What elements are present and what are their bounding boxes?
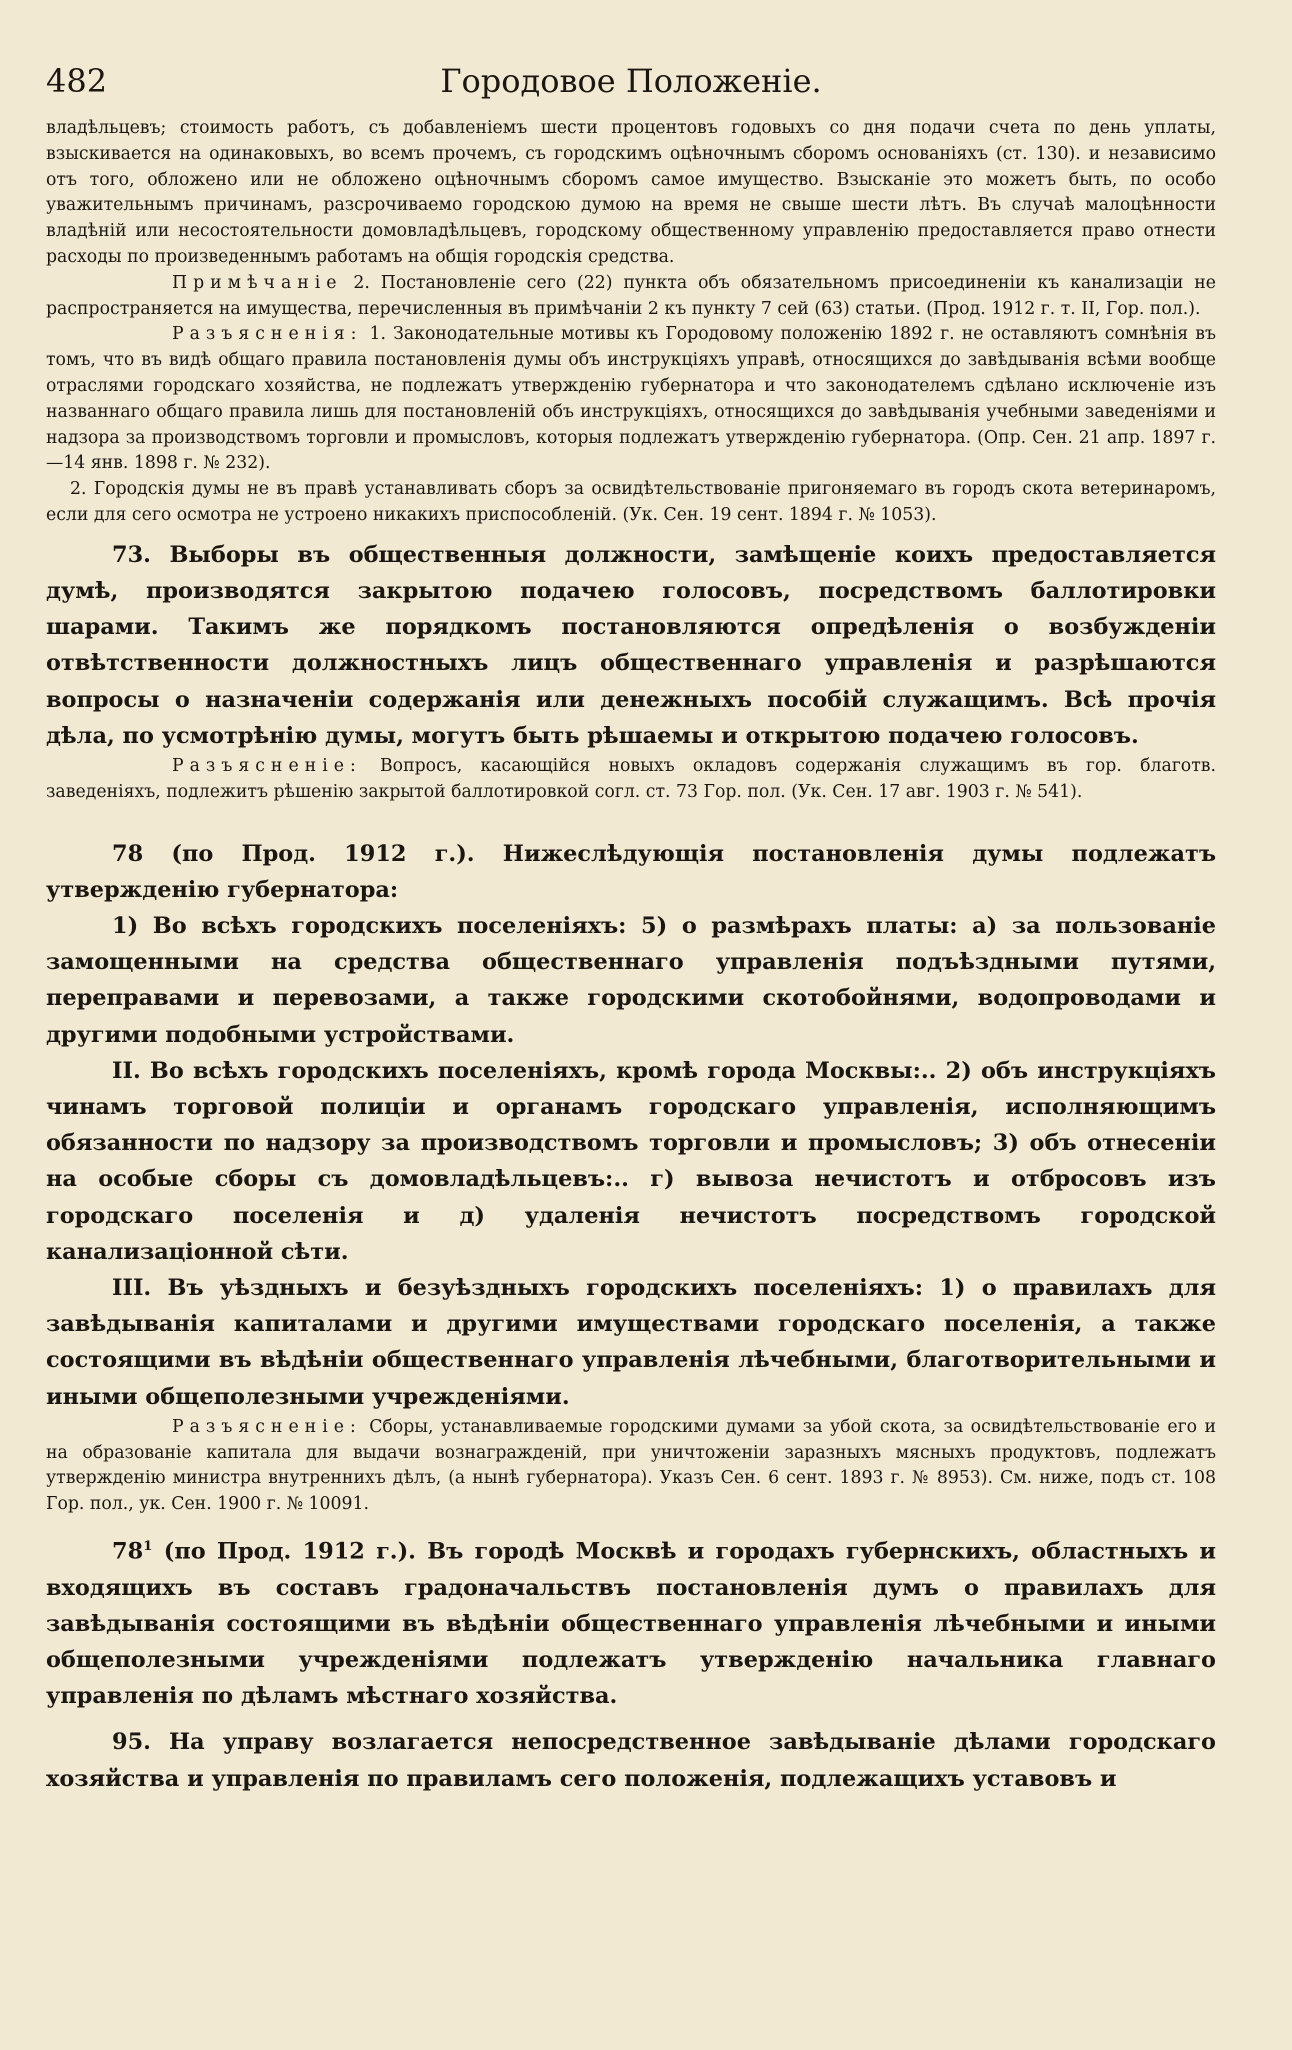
note-text: 2. Постановленіе сего (22) пункта объ обязательномъ присоединеніи къ канализаціи не распространяется на имущества, перечисленныя въ примѣчаніи 2 къ пункту 7 сей (63) статьи. (Прод. 1912 г. т. II, Гор. пол.). xyxy=(46,272,1216,319)
article-78-part-i: 1) Во всѣхъ городскихъ поселеніяхъ: 5) о размѣрахъ платы: а) за пользованіе замощенными на средства общественнаго управленія подъѣздными путями, переправами и перевозами, а также городскими скотобойнями, водопроводами и другими подобными устройствами. xyxy=(46,912,1216,1048)
paragraph-continuation: владѣльцевъ; стоимость работъ, съ добавленіемъ шести процентовъ годовыхъ со дня подачи счета по день уплаты, взыскивается на одинаковыхъ, во всемъ прочемъ, съ городскимъ оцѣночнымъ сборомъ основаніяхъ (ст. 130). и независимо отъ того, обложено или не обложено оцѣночнымъ сборомъ самое имущество. Взысканіе это можетъ быть, по особо уважительнымъ причинамъ, разсрочиваемо городскою думою на время не свыше шести лѣтъ. Въ случаѣ малоцѣнности владѣній или несостоятельности домовладѣльцевъ, городскому общественному управленію предоставляется право отнести расходы по произведеннымъ работамъ на общія городскія средства. xyxy=(46,118,1216,267)
explanation-label: Разъясненіе: xyxy=(172,1416,362,1437)
article-95: 95. На управу возлагается непосредственное завѣдываніе дѣлами городскаго хозяйства и управленія по правиламъ сего положенія, подлежащихъ уставовъ и xyxy=(46,1729,1216,1792)
article-text: (по Прод. 1912 г.). Въ городѣ Москвѣ и городахъ губернскихъ, областныхъ и входящихъ въ составъ градоначальствъ постановленія думъ о правилахъ для завѣдыванія состоящими въ вѣдѣніи общественнаго управленія лѣчебными и иными общеполезными учрежденіями подлежатъ утвержденію начальника главнаго управленія по дѣламъ мѣстнаго хозяйства. xyxy=(46,1538,1216,1710)
explanation-text: Вопросъ, касающійся новыхъ окладовъ содержанія служащимъ въ гор. благотв. заведеніяхъ, подлежитъ рѣшенію закрытой баллотировкой согл. ст. 73 Гор. пол. (Ук. Сен. 17 авг. 1903 г. № 541). xyxy=(46,755,1216,802)
article-78-part-iii: III. Въ уѣздныхъ и безуѣздныхъ городскихъ поселеніяхъ: 1) о правилахъ для завѣдыванія капиталами и другими имуществами городскаго поселенія, а также состоящими въ вѣдѣніи общественнаго управленія лѣчебными, благотворительными и иными общеполезными учрежденіями. xyxy=(46,1275,1216,1410)
page-number: 482 xyxy=(46,62,108,100)
note-2 xyxy=(46,271,1216,323)
page-header xyxy=(46,62,1216,116)
explanation-text: Сборы, устанавливаемые городскими думами за убой скота, за освидѣтельствованіе его и на образованіе капитала для выдачи вознагражденій, при уничтоженіи заразныхъ мясныхъ продуктовъ, подлежатъ утвержденію министра внутреннихъ дѣлъ, (а нынѣ губернатора). Указъ Сен. 6 сент. 1893 г. № 8953). См. ниже, подъ ст. 108 Гор. пол., ук. Сен. 1900 г. № 10091. xyxy=(46,1416,1216,1515)
explanation-label: Разъясненія: xyxy=(172,324,363,345)
explanation-78 xyxy=(46,1415,1216,1518)
note-label: Примѣчаніе xyxy=(172,272,343,293)
explanation-text: 1. Законодательные мотивы къ Городовому положенію 1892 г. не оставляютъ сомнѣнія въ томъ, что въ видѣ общаго правила постановленія думы объ инструкціяхъ управѣ, относящихся до завѣдыванія всѣми вообще отраслями городскаго хозяйства, не подлежатъ утвержденію губернатора и что законодателемъ сдѣлано исключеніе изъ названнаго общаго правила лишь для постановленій объ инструкціяхъ, относящихся до завѣдыванія учебными заведеніями и надзора за производствомъ торговли и промысловъ, которыя подлежатъ утвержденію губернатора. (Опр. Сен. 21 апр. 1897 г.—14 янв. 1898 г. № 232). xyxy=(46,324,1216,474)
document-page xyxy=(46,62,1216,1797)
article-78-1 xyxy=(46,1528,1216,1714)
article-78-intro: 78 (по Прод. 1912 г.). Нижеслѣдующія постановленія думы подлежатъ утвержденію губернатора: xyxy=(46,840,1216,903)
article-78-part-ii: II. Во всѣхъ городскихъ поселеніяхъ, кромѣ города Москвы:.. 2) объ инструкціяхъ чинамъ торговой полиціи и органамъ городскаго управленія, исполняющимъ обязанности по надзору за производствомъ торговли и промысловъ; 3) объ отнесеніи на особые сборы съ домовладѣльцевъ:.. г) вывоза нечистотъ и отбросовъ изъ городскаго поселенія и д) удаленія нечистотъ посредствомъ городской канализаціонной сѣти. xyxy=(46,1057,1216,1265)
explanation-2: 2. Городскія думы не въ правѣ устанавливать сборъ за освидѣтельствованіе пригоняемаго въ городъ скота ветеринаромъ, если для сего осмотра не устроено никакихъ приспособленій. (Ук. Сен. 19 сент. 1894 г. № 1053). xyxy=(46,479,1216,525)
article-73: 73. Выборы въ общественныя должности, замѣщеніе коихъ предоставляется думѣ, производятся закрытою подачею голосовъ, посредствомъ баллотировки шарами. Такимъ же порядкомъ постановляются опредѣленія о возбужденіи отвѣтственности должностныхъ лицъ общественнаго управленія и разрѣшаются вопросы о назначеніи содержанія или денежныхъ пособій служащимъ. Всѣ прочія дѣла, по усмотрѣнію думы, могутъ быть рѣшаемы и открытою подачею голосовъ. xyxy=(46,541,1216,749)
article-superscript: 1 xyxy=(143,1538,153,1554)
running-title: Городовое Положеніе. xyxy=(440,62,822,100)
explanation-label: Разъясненіе: xyxy=(172,755,362,776)
explanation-73 xyxy=(46,754,1216,806)
article-number: 78 xyxy=(112,1538,144,1565)
explanation-1 xyxy=(46,322,1216,477)
